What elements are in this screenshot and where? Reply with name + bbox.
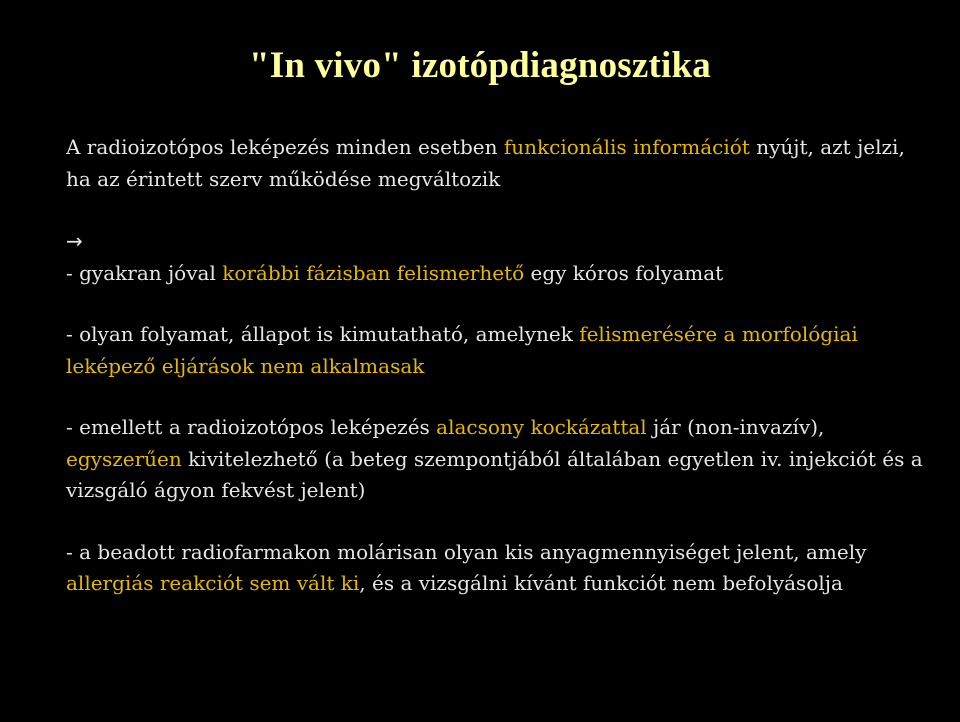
intro-paragraph xyxy=(66,132,926,195)
intro-text-2: nyújt, azt jelzi, ha az érintett szerv működése megváltozik xyxy=(66,135,905,191)
bullet4-highlight: allergiás reakciót sem vált ki xyxy=(66,571,360,595)
right-arrow-icon: → xyxy=(66,229,83,253)
spacer xyxy=(66,289,926,319)
bullet3-text-1: - emellett a radioizotópos leképezés xyxy=(66,415,437,439)
spacer xyxy=(66,195,926,226)
intro-text-1: A radioizotópos leképezés minden esetben xyxy=(66,135,504,159)
bullet3-text-2: jár (non-invazív), xyxy=(646,415,825,439)
bullet4-text-1: - a beadott radiofarmakon molárisan olyan kis anyagmennyiséget jelent, amely xyxy=(66,539,867,564)
slide-body xyxy=(66,132,926,600)
bullet-earlier-detection xyxy=(66,258,926,290)
bullet1-highlight: korábbi fázisban felismerhető xyxy=(222,260,525,285)
bullet-morphology xyxy=(66,319,926,382)
slide-title: "In vivo" izotópdiagnosztika xyxy=(249,45,711,86)
bullet3-highlight-1: alacsony kockázattal xyxy=(436,415,647,439)
bullet2-highlight: felismerésére a morfológiai leképező eljárások nem alkalmasak xyxy=(66,322,858,378)
arrow-line xyxy=(66,226,926,258)
bullet1-text-2: egy kóros folyamat xyxy=(524,260,724,285)
bullet-low-risk xyxy=(66,412,926,507)
bullet1-text-1: - gyakran jóval xyxy=(66,260,223,285)
bullet3-highlight-2: egyszerűen xyxy=(66,446,182,471)
bullet3-text-3: kivitelezhető (a beteg szempontjából általában egyetlen iv. injekciót és a vizsgáló ágyon fekvést jelent) xyxy=(66,446,923,502)
bullet4-text-2: , és a vizsgálni kívánt funkciót nem befolyásolja xyxy=(359,571,843,595)
intro-highlight: funkcionális információt xyxy=(503,135,750,159)
spacer xyxy=(66,382,926,412)
bullet-no-allergy xyxy=(66,537,926,600)
bullet2-text-1: - olyan folyamat, állapot is kimutatható, amelynek xyxy=(66,322,580,346)
spacer xyxy=(66,507,926,537)
